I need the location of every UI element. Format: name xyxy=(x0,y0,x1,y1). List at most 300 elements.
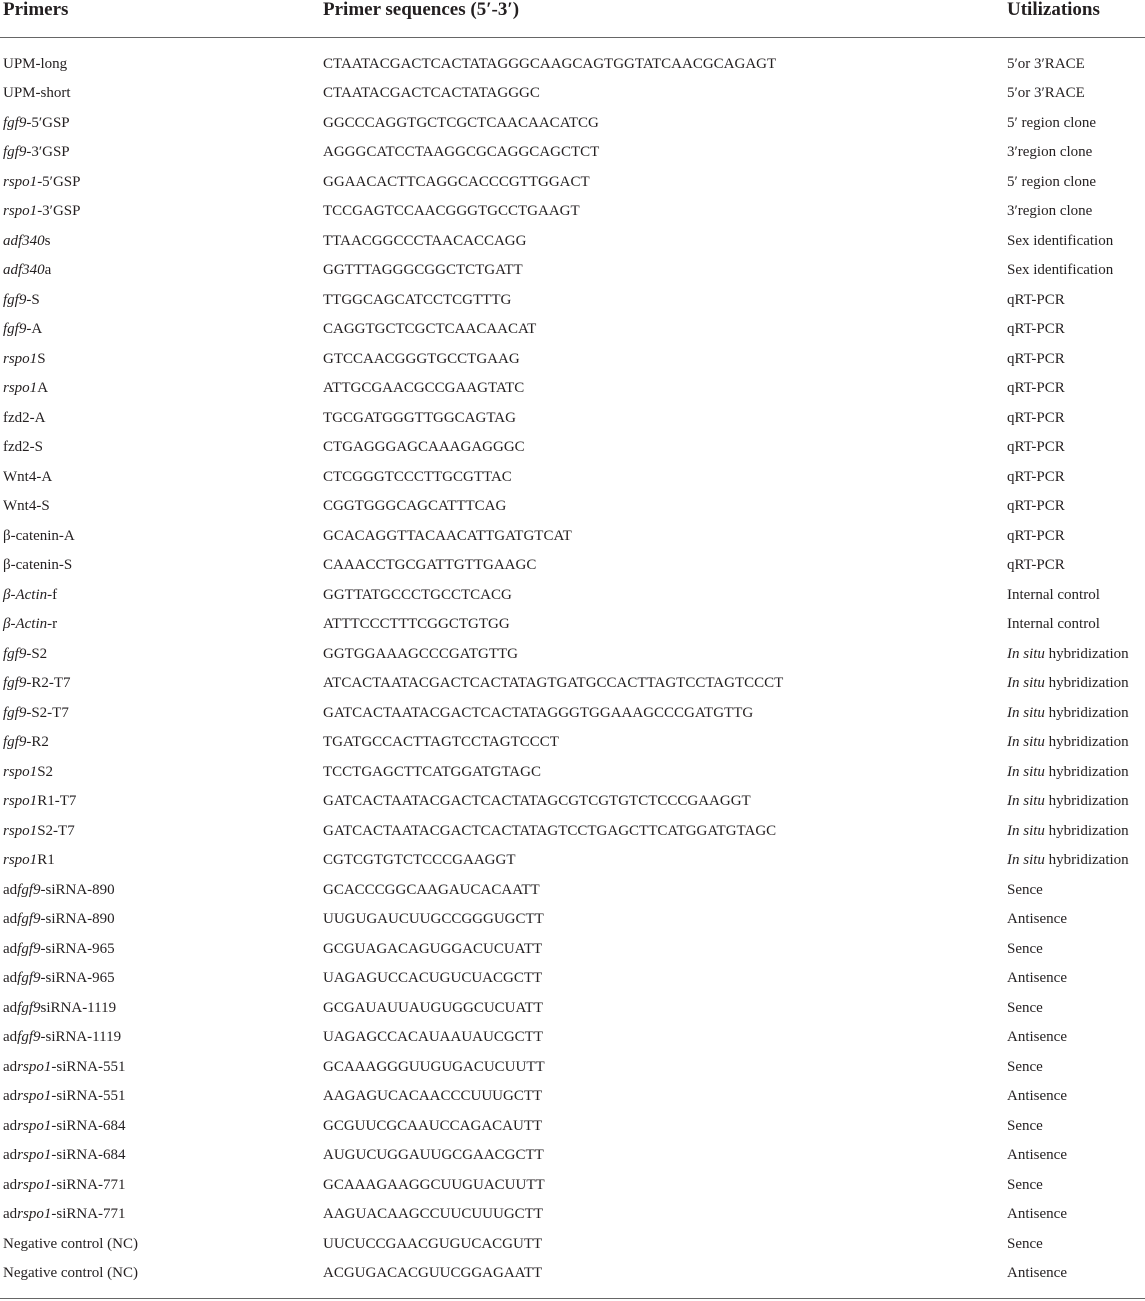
primer-name-suffix: -3′GSP xyxy=(26,144,70,160)
primer-name xyxy=(3,935,115,965)
primer-name-suffix: -5′GSP xyxy=(37,173,81,190)
primer-gene-name: fgf9 xyxy=(17,940,41,957)
primer-name-suffix: Negative control (NC) xyxy=(3,1265,138,1281)
primer-sequence: CTGAGGGAGCAAAGAGGGC xyxy=(323,439,525,455)
table-row xyxy=(0,728,1145,758)
utilization-text: 3′region clone xyxy=(1007,144,1093,160)
primer-name-suffix: Wnt4-A xyxy=(3,468,53,485)
table-row xyxy=(0,817,1145,847)
primer-name-prefix: ad xyxy=(3,1058,18,1075)
primer-name xyxy=(3,876,115,906)
utilization-text: hybridization xyxy=(1044,763,1129,780)
primer-utilization xyxy=(1007,728,1129,758)
primer-sequence: GCGUUCGCAAUCCAGACAUTT xyxy=(323,1117,543,1134)
primer-sequence: GGTGGAAAGCCCGATGTTG xyxy=(323,645,518,662)
header-rule xyxy=(0,37,1145,38)
primer-gene-name: rspo1 xyxy=(17,1176,52,1193)
primer-sequence: AAGUACAAGCCUUCUUUGCTT xyxy=(323,1206,544,1222)
primer-utilization xyxy=(1007,50,1085,80)
header-sequences: Primer sequences (5′-3′) xyxy=(323,0,520,20)
primer-sequence: AAGAGUCACAACCCUUUGCTT xyxy=(323,1088,543,1104)
primer-gene-name: rspo1 xyxy=(3,173,38,190)
primer-sequence: UUGUGAUCUUGCCGGGUGCTT xyxy=(323,911,544,927)
primer-name-suffix: -siRNA-1119 xyxy=(40,1029,122,1045)
primer-name-prefix: ad xyxy=(3,1206,18,1222)
primer-utilization xyxy=(1007,1171,1043,1201)
utilization-italic: In situ xyxy=(1007,822,1045,839)
table-row xyxy=(0,1023,1145,1053)
primer-sequence: ATCACTAATACGACTCACTATAGTGATGCCACTTAGTCCTAGTCCCT xyxy=(323,675,784,691)
primer-sequence: GATCACTAATACGACTCACTATAGCGTCGTGTCTCCCGAAGGT xyxy=(323,793,751,809)
table-row xyxy=(0,463,1145,493)
primer-sequence: CGGTGGGCAGCATTTCAG xyxy=(323,498,507,514)
header-utilizations: Utilizations xyxy=(1007,0,1100,20)
utilization-text: hybridization xyxy=(1044,793,1129,809)
primer-gene-name: rspo1 xyxy=(17,1147,52,1163)
primer-name-suffix: -r xyxy=(47,616,58,632)
primer-name xyxy=(3,1141,126,1171)
primer-name xyxy=(3,1112,126,1142)
primer-utilization xyxy=(1007,1230,1043,1260)
utilization-italic: In situ xyxy=(1007,852,1045,868)
table-row xyxy=(0,50,1145,80)
utilization-italic: In situ xyxy=(1007,675,1045,691)
primer-utilization xyxy=(1007,1141,1067,1171)
primer-name-suffix: s xyxy=(44,232,51,249)
primer-name xyxy=(3,1082,126,1112)
primer-name-suffix: a xyxy=(44,262,52,278)
primer-gene-name: fgf9 xyxy=(17,970,41,986)
primer-utilization xyxy=(1007,79,1085,109)
primer-name-suffix: -R2-T7 xyxy=(26,675,71,691)
primer-utilization xyxy=(1007,1112,1043,1142)
primer-sequence: GATCACTAATACGACTCACTATAGTCCTGAGCTTCATGGATGTAGC xyxy=(323,822,777,839)
primer-sequence: CGTCGTGTCTCCCGAAGGT xyxy=(323,852,516,868)
table-row xyxy=(0,1112,1145,1142)
utilization-text: Antisence xyxy=(1007,1147,1067,1163)
primer-gene-name: β-Actin xyxy=(3,586,48,603)
primer-name xyxy=(3,1200,126,1230)
header-primers: Primers xyxy=(3,0,69,20)
primer-gene-name: fgf9 xyxy=(3,321,27,337)
utilization-text: 5′ region clone xyxy=(1007,114,1097,131)
primer-name xyxy=(3,50,67,80)
utilization-italic: In situ xyxy=(1007,793,1045,809)
primer-utilization xyxy=(1007,758,1129,788)
primer-utilization xyxy=(1007,374,1065,404)
primer-sequence: CTAATACGACTCACTATAGGGC xyxy=(323,85,540,101)
primer-gene-name: fgf9 xyxy=(17,999,41,1016)
utilization-italic: In situ xyxy=(1007,645,1045,662)
table-row xyxy=(0,610,1145,640)
table-row xyxy=(0,581,1145,611)
primer-utilization xyxy=(1007,846,1129,876)
primer-name-suffix: -siRNA-551 xyxy=(51,1088,126,1104)
primer-name-suffix: -S xyxy=(26,291,40,308)
primer-name-prefix: ad xyxy=(3,1088,18,1104)
primer-gene-name: rspo1 xyxy=(17,1206,52,1222)
primer-gene-name: fgf9 xyxy=(3,114,27,131)
primer-sequence: GTCCAACGGGTGCCTGAAG xyxy=(323,350,520,367)
utilization-text: qRT-PCR xyxy=(1007,380,1065,396)
primer-utilization xyxy=(1007,286,1065,316)
primer-utilization xyxy=(1007,581,1100,611)
primer-sequence: TGCGATGGGTTGGCAGTAG xyxy=(323,409,516,426)
primer-utilization xyxy=(1007,817,1129,847)
primer-sequence: ACGUGACACGUUCGGAGAATT xyxy=(323,1265,543,1281)
utilization-text: hybridization xyxy=(1044,675,1129,691)
primer-name-suffix: -siRNA-890 xyxy=(40,911,115,927)
utilization-text: Sence xyxy=(1007,1058,1043,1075)
primer-name-suffix: -S2-T7 xyxy=(26,704,69,721)
primer-name xyxy=(3,846,55,876)
primer-name-prefix: ad xyxy=(3,1147,18,1163)
table-row xyxy=(0,227,1145,257)
primer-name xyxy=(3,286,40,316)
primer-sequence: GCAAAGAAGGCUUGUACUUTT xyxy=(323,1176,545,1193)
primer-name-suffix: R1 xyxy=(37,852,55,868)
table-row xyxy=(0,374,1145,404)
primer-sequence: GCACAGGTTACAACATTGATGTCAT xyxy=(323,527,572,544)
primer-gene-name: fgf9 xyxy=(17,881,41,898)
table-row xyxy=(0,1053,1145,1083)
primer-gene-name: fgf9 xyxy=(3,291,27,308)
primer-utilization xyxy=(1007,138,1092,168)
table-row xyxy=(0,1230,1145,1260)
primer-name xyxy=(3,374,48,404)
primer-name xyxy=(3,1023,121,1053)
primer-name xyxy=(3,315,42,345)
utilization-text: hybridization xyxy=(1044,822,1129,839)
primer-sequence: UUCUCCGAACGUGUCACGUTT xyxy=(323,1235,543,1252)
primer-gene-name: fgf9 xyxy=(3,645,27,662)
primer-name xyxy=(3,699,69,729)
primer-utilization xyxy=(1007,994,1043,1024)
primer-name-prefix: ad xyxy=(3,970,18,986)
table-row xyxy=(0,758,1145,788)
primer-sequence: CTAATACGACTCACTATAGGGCAAGCAGTGGTATCAACGCAGAGT xyxy=(323,55,777,72)
utilization-text: qRT-PCR xyxy=(1007,527,1065,544)
table-header xyxy=(0,0,1145,36)
primer-name-suffix: -f xyxy=(47,586,58,603)
utilization-text: Sence xyxy=(1007,1176,1043,1193)
primer-sequence: TTGGCAGCATCCTCGTTTG xyxy=(323,291,512,308)
primer-name xyxy=(3,1053,126,1083)
primer-gene-name: rspo1 xyxy=(3,793,38,809)
table-row xyxy=(0,1259,1145,1289)
primer-name-suffix: -A xyxy=(26,321,43,337)
primer-name xyxy=(3,1259,138,1289)
table-row xyxy=(0,551,1145,581)
primer-sequence: GCAAAGGGUUGUGACUCUUTT xyxy=(323,1058,545,1075)
primer-sequence: GGTTATGCCCTGCCTCACG xyxy=(323,586,512,603)
primer-name-suffix: -S2 xyxy=(26,645,48,662)
primer-name xyxy=(3,404,45,434)
table-row xyxy=(0,315,1145,345)
primer-name-prefix: ad xyxy=(3,1117,18,1134)
utilization-text: qRT-PCR xyxy=(1007,350,1065,367)
primer-utilization xyxy=(1007,1082,1067,1112)
primer-utilization xyxy=(1007,669,1129,699)
primer-sequence: UAGAGCCACAUAAUAUCGCTT xyxy=(323,1029,544,1045)
primer-utilization xyxy=(1007,227,1113,257)
primer-name xyxy=(3,1230,138,1260)
table-row xyxy=(0,404,1145,434)
utilization-text: Sence xyxy=(1007,881,1043,898)
utilization-text: Antisence xyxy=(1007,1206,1067,1222)
primer-name xyxy=(3,522,75,552)
table-row xyxy=(0,492,1145,522)
utilization-text: qRT-PCR xyxy=(1007,321,1065,337)
primer-name xyxy=(3,492,50,522)
primer-name xyxy=(3,610,57,640)
primer-name-suffix: S2 xyxy=(37,763,54,780)
utilization-text: Sence xyxy=(1007,1117,1043,1134)
primer-name-suffix: -siRNA-771 xyxy=(51,1176,126,1193)
primer-name-suffix: A xyxy=(37,380,49,396)
primer-utilization xyxy=(1007,197,1092,227)
primer-name-suffix: UPM-long xyxy=(3,55,68,72)
table-row xyxy=(0,1171,1145,1201)
primer-name-suffix: -siRNA-684 xyxy=(51,1147,126,1163)
primer-name xyxy=(3,758,53,788)
primer-name-prefix: ad xyxy=(3,1176,18,1193)
utilization-text: qRT-PCR xyxy=(1007,409,1065,426)
primer-sequence: GCGAUAUUAUGUGGCUCUATT xyxy=(323,999,543,1016)
primer-name-suffix: -siRNA-771 xyxy=(51,1206,126,1222)
primer-name-suffix: UPM-short xyxy=(3,85,71,101)
table-body xyxy=(0,50,1145,1289)
utilization-text: 3′region clone xyxy=(1007,203,1093,219)
primer-name-suffix: -5′GSP xyxy=(26,114,70,131)
primer-sequence: ATTGCGAACGCCGAAGTATC xyxy=(323,380,525,396)
primer-name xyxy=(3,1171,126,1201)
utilization-text: Sence xyxy=(1007,1235,1043,1252)
table-row xyxy=(0,79,1145,109)
utilization-text: Antisence xyxy=(1007,970,1067,986)
table-row xyxy=(0,1200,1145,1230)
primer-utilization xyxy=(1007,404,1065,434)
primer-sequence: AUGUCUGGAUUGCGAACGCTT xyxy=(323,1147,544,1163)
table-row xyxy=(0,640,1145,670)
utilization-text: qRT-PCR xyxy=(1007,498,1065,514)
primer-gene-name: rspo1 xyxy=(3,380,38,396)
utilization-text: Antisence xyxy=(1007,1265,1067,1281)
table-row xyxy=(0,345,1145,375)
primer-sequence: CTCGGGTCCCTTGCGTTAC xyxy=(323,468,512,485)
primer-gene-name: adf340 xyxy=(3,262,45,278)
primer-utilization xyxy=(1007,787,1129,817)
primer-gene-name: rspo1 xyxy=(3,852,38,868)
primer-sequence: GGCCCAGGTGCTCGCTCAACAACATCG xyxy=(323,114,599,131)
utilization-text: Sence xyxy=(1007,999,1043,1016)
primer-name xyxy=(3,728,49,758)
primer-name xyxy=(3,964,115,994)
primer-name-prefix: ad xyxy=(3,881,18,898)
primer-name-suffix: -R2 xyxy=(26,734,49,750)
primer-utilization xyxy=(1007,522,1065,552)
primer-name-suffix: Negative control (NC) xyxy=(3,1235,138,1252)
primer-name xyxy=(3,581,57,611)
primer-name xyxy=(3,905,115,935)
primer-gene-name: rspo1 xyxy=(3,203,38,219)
primer-name-prefix: ad xyxy=(3,940,18,957)
primer-name xyxy=(3,345,46,375)
primer-sequence: GGAACACTTCAGGCACCCGTTGGACT xyxy=(323,173,590,190)
primer-name xyxy=(3,168,80,198)
primer-name-suffix: -siRNA-684 xyxy=(51,1117,126,1134)
utilization-text: Sence xyxy=(1007,940,1043,957)
primer-utilization xyxy=(1007,699,1129,729)
table-row xyxy=(0,994,1145,1024)
primer-name-suffix: fzd2-S xyxy=(3,439,43,455)
primer-name xyxy=(3,994,116,1024)
primer-sequence: CAGGTGCTCGCTCAACAACAT xyxy=(323,321,537,337)
primer-name xyxy=(3,787,76,817)
primer-sequence: TGATGCCACTTAGTCCTAGTCCCT xyxy=(323,734,559,750)
utilization-text: hybridization xyxy=(1044,704,1129,721)
table-row xyxy=(0,905,1145,935)
primer-sequence: GCACCCGGCAAGAUCACAATT xyxy=(323,881,540,898)
table-row xyxy=(0,522,1145,552)
primer-gene-name: fgf9 xyxy=(3,144,27,160)
primer-utilization xyxy=(1007,315,1065,345)
primer-utilization xyxy=(1007,345,1065,375)
utilization-text: Antisence xyxy=(1007,1088,1067,1104)
primer-utilization xyxy=(1007,1023,1067,1053)
table-row xyxy=(0,876,1145,906)
primer-utilization xyxy=(1007,433,1065,463)
utilization-text: 5′ region clone xyxy=(1007,173,1097,190)
table-row xyxy=(0,699,1145,729)
primer-utilization xyxy=(1007,1200,1067,1230)
utilization-italic: In situ xyxy=(1007,704,1045,721)
primer-name-suffix: S2-T7 xyxy=(37,822,75,839)
utilization-text: Internal control xyxy=(1007,616,1100,632)
utilization-text: Sex identification xyxy=(1007,232,1114,249)
primer-sequence: TCCGAGTCCAACGGGTGCCTGAAGT xyxy=(323,203,580,219)
primer-sequence: GGTTTAGGGCGGCTCTGATT xyxy=(323,262,523,278)
primer-utilization xyxy=(1007,876,1043,906)
table-row xyxy=(0,109,1145,139)
primer-utilization xyxy=(1007,463,1065,493)
primer-name xyxy=(3,551,72,581)
primer-utilization xyxy=(1007,551,1065,581)
utilization-text: qRT-PCR xyxy=(1007,291,1065,308)
utilization-text: hybridization xyxy=(1044,645,1129,662)
table-row xyxy=(0,138,1145,168)
table-row xyxy=(0,1082,1145,1112)
utilization-text: 5′or 3′RACE xyxy=(1007,55,1085,72)
primer-name-suffix: β-catenin-A xyxy=(3,527,75,544)
primer-name xyxy=(3,256,51,286)
primer-name-suffix: S xyxy=(37,350,46,367)
primer-utilization xyxy=(1007,905,1067,935)
primer-gene-name: fgf9 xyxy=(3,734,27,750)
primer-name-suffix: R1-T7 xyxy=(37,793,77,809)
primer-utilization xyxy=(1007,1053,1043,1083)
primer-sequence: TTAACGGCCCTAACACCAGG xyxy=(323,232,527,249)
table-row xyxy=(0,846,1145,876)
primer-utilization xyxy=(1007,1259,1067,1289)
primer-utilization xyxy=(1007,109,1096,139)
primer-name xyxy=(3,197,80,227)
bottom-rule xyxy=(0,1298,1145,1299)
table-row xyxy=(0,669,1145,699)
primer-name-prefix: ad xyxy=(3,911,18,927)
primer-sequence: CAAACCTGCGATTGTTGAAGC xyxy=(323,557,537,573)
primer-name-suffix: -siRNA-965 xyxy=(40,940,115,957)
table-row xyxy=(0,1141,1145,1171)
primer-utilization xyxy=(1007,640,1129,670)
primer-sequence: ATTTCCCTTTCGGCTGTGG xyxy=(323,616,510,632)
primer-name xyxy=(3,669,71,699)
primer-gene-name: fgf9 xyxy=(3,704,27,721)
primer-name xyxy=(3,109,70,139)
primer-utilization xyxy=(1007,492,1065,522)
primer-gene-name: rspo1 xyxy=(17,1117,52,1134)
primer-name xyxy=(3,640,47,670)
table-row xyxy=(0,286,1145,316)
primer-sequence: TCCTGAGCTTCATGGATGTAGC xyxy=(323,763,541,780)
primer-name xyxy=(3,463,52,493)
table-row xyxy=(0,168,1145,198)
primer-gene-name: rspo1 xyxy=(17,1088,52,1104)
primer-name-suffix: fzd2-A xyxy=(3,409,46,426)
primer-name-suffix: -siRNA-551 xyxy=(51,1058,126,1075)
utilization-text: qRT-PCR xyxy=(1007,557,1065,573)
primer-name xyxy=(3,433,43,463)
primer-name xyxy=(3,138,70,168)
utilization-text: qRT-PCR xyxy=(1007,439,1065,455)
primer-name xyxy=(3,79,71,109)
primer-gene-name: rspo1 xyxy=(3,350,38,367)
primer-sequence: GATCACTAATACGACTCACTATAGGGTGGAAAGCCCGATGTTG xyxy=(323,704,754,721)
utilization-text: hybridization xyxy=(1044,852,1129,868)
table-row xyxy=(0,256,1145,286)
primer-name-suffix: -siRNA-965 xyxy=(40,970,115,986)
table-row xyxy=(0,935,1145,965)
primer-gene-name: fgf9 xyxy=(3,675,27,691)
primer-gene-name: fgf9 xyxy=(17,911,41,927)
utilization-text: 5′or 3′RACE xyxy=(1007,85,1085,101)
table-row xyxy=(0,964,1145,994)
primer-gene-name: rspo1 xyxy=(17,1058,52,1075)
primer-name-suffix: Wnt4-S xyxy=(3,498,50,514)
utilization-italic: In situ xyxy=(1007,763,1045,780)
primer-utilization xyxy=(1007,610,1100,640)
primer-gene-name: rspo1 xyxy=(3,763,38,780)
primer-gene-name: fgf9 xyxy=(17,1029,41,1045)
utilization-text: qRT-PCR xyxy=(1007,468,1065,485)
primer-name-prefix: ad xyxy=(3,1029,18,1045)
table-row xyxy=(0,433,1145,463)
utilization-text: Antisence xyxy=(1007,1029,1067,1045)
primer-utilization xyxy=(1007,256,1113,286)
primer-gene-name: adf340 xyxy=(3,232,45,249)
primer-name-suffix: -siRNA-890 xyxy=(40,881,115,898)
utilization-text: hybridization xyxy=(1044,734,1129,750)
table-row xyxy=(0,787,1145,817)
primer-name xyxy=(3,817,75,847)
primer-name-suffix: -3′GSP xyxy=(37,203,81,219)
primer-name-suffix: β-catenin-S xyxy=(3,557,73,573)
table-row xyxy=(0,197,1145,227)
primer-gene-name: rspo1 xyxy=(3,822,38,839)
primer-name-prefix: ad xyxy=(3,999,18,1016)
primer-sequence: AGGGCATCCTAAGGCGCAGGCAGCTCT xyxy=(323,144,600,160)
primer-name xyxy=(3,227,51,257)
